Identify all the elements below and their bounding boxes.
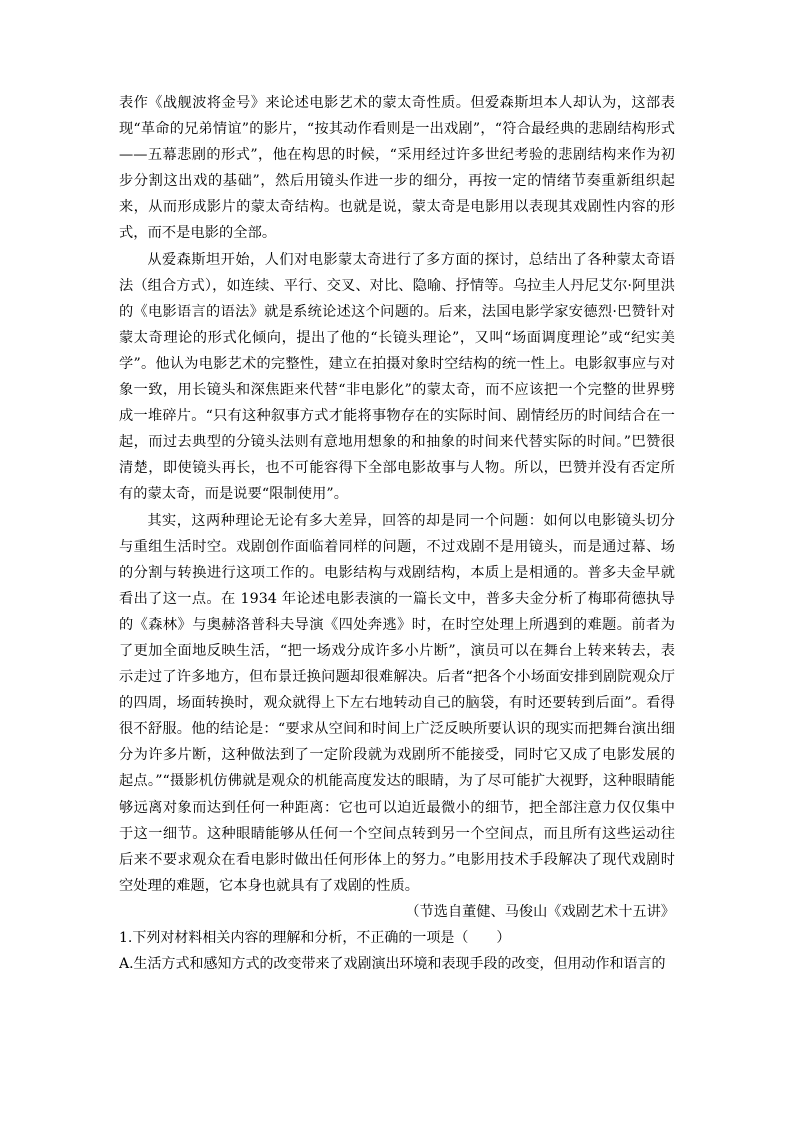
source-citation: （节选自董健、马俊山《戏剧艺术十五讲》: [405, 903, 675, 920]
paragraph-1: 表作《战舰波将金号》来论述电影艺术的蒙太奇性质。但爱森斯坦本人却认为，这部表现“革命的兄弟情谊”的影片，“按其动作看则是一出戏剧”，“符合最经典的悲剧结构形式——五幕悲剧的形式”，他在构思的时候，“采用经过许多世纪考验的悲剧结构来作为初步分割这出戏的基础”，然后用镜头作进一步的细分，再按一定的情绪节奏重新组织起来，从而形成影片的蒙太奇结构。也就是说，蒙太奇是电影用以表现其戏剧性内容的形式，而不是电影的全部。: [119, 95, 675, 242]
document-body: [119, 90, 675, 977]
paragraph-2: 从爱森斯坦开始，人们对电影蒙太奇进行了多方面的探讨，总结出了各种蒙太奇语法（组合方式），如连续、平行、交叉、对比、隐喻、抒情等。乌拉圭人丹尼艾尔·阿里洪的《电影语言的语法》就是系统论述这个问题的。后来，法国电影学家安德烈·巴赞针对蒙太奇理论的形式化倾向，提出了他的“长镜头理论”，又叫“场面调度理论”或“纪实美学”。他认为电影艺术的完整性，建立在拍摄对象时空结构的统一性上。电影叙事应与对象一致，用长镜头和深焦距来代替“非电影化”的蒙太奇，而不应该把一个完整的世界劈成一堆碎片。“只有这种叙事方式才能将事物存在的实际时间、剧情经历的时间结合在一起，而过去典型的分镜头法则有意地用想象的和抽象的时间来代替实际的时间。”巴赞很清楚，即使镜头再长，也不可能容得下全部电影故事与人物。所以，巴赞并没有否定所有的蒙太奇，而是说要“限制使用”。: [119, 251, 675, 503]
question-1: 1.下列对材料相关内容的理解和分析，不正确的一项是（ ）: [119, 930, 511, 946]
paragraph-3: 其实，这两种理论无论有多大差异，回答的却是同一个问题：如何以电影镜头切分与重组生活时空。戏剧创作面临着同样的问题，不过戏剧不是用镜头，而是通过幕、场的分割与转换进行这项工作的。电影结构与戏剧结构，本质上是相通的。普多夫金早就看出了这一点。在 1934 年论述电影表演的一篇长文中，普多夫金分析了梅耶荷德执导的《森林》与奥赫洛普科夫导演《四处奔逃》时，在时空处理上所遇到的难题。前者为了更加全面地反映生活，“把一场戏分成许多小片断”，演员可以在舞台上转来转去，表示走过了许多地方，但布景迁换问题却很难解决。后者“把各个小场面安排到剧院观众厅的四周，场面转换时，观众就得上下左右地转动自己的脑袋，有时还要转到后面”。看得很不舒服。他的结论是：“要求从空间和时间上广泛反映所要认识的现实而把舞台演出细分为许多片断，这种做法到了一定阶段就为戏剧所不能接受，同时它又成了电影发展的起点。”“摄影机仿佛就是观众的机能高度发达的眼睛，为了尽可能扩大视野，这种眼睛能够远离对象而达到任何一种距离：它也可以迫近最微小的细节，把全部注意力仅仅集中于这一细节。这种眼睛能够从任何一个空间点转到另一个空间点，而且所有这些运动往后来不要求观众在看电影时做出任何形体上的努力。”电影用技术手段解决了现代戏剧时空处理的难题，它本身也就具有了戏剧的性质。: [119, 512, 675, 894]
option-a: A.生活方式和感知方式的改变带来了戏剧演出环境和表现手段的改变，但用动作和语言的: [119, 956, 666, 973]
